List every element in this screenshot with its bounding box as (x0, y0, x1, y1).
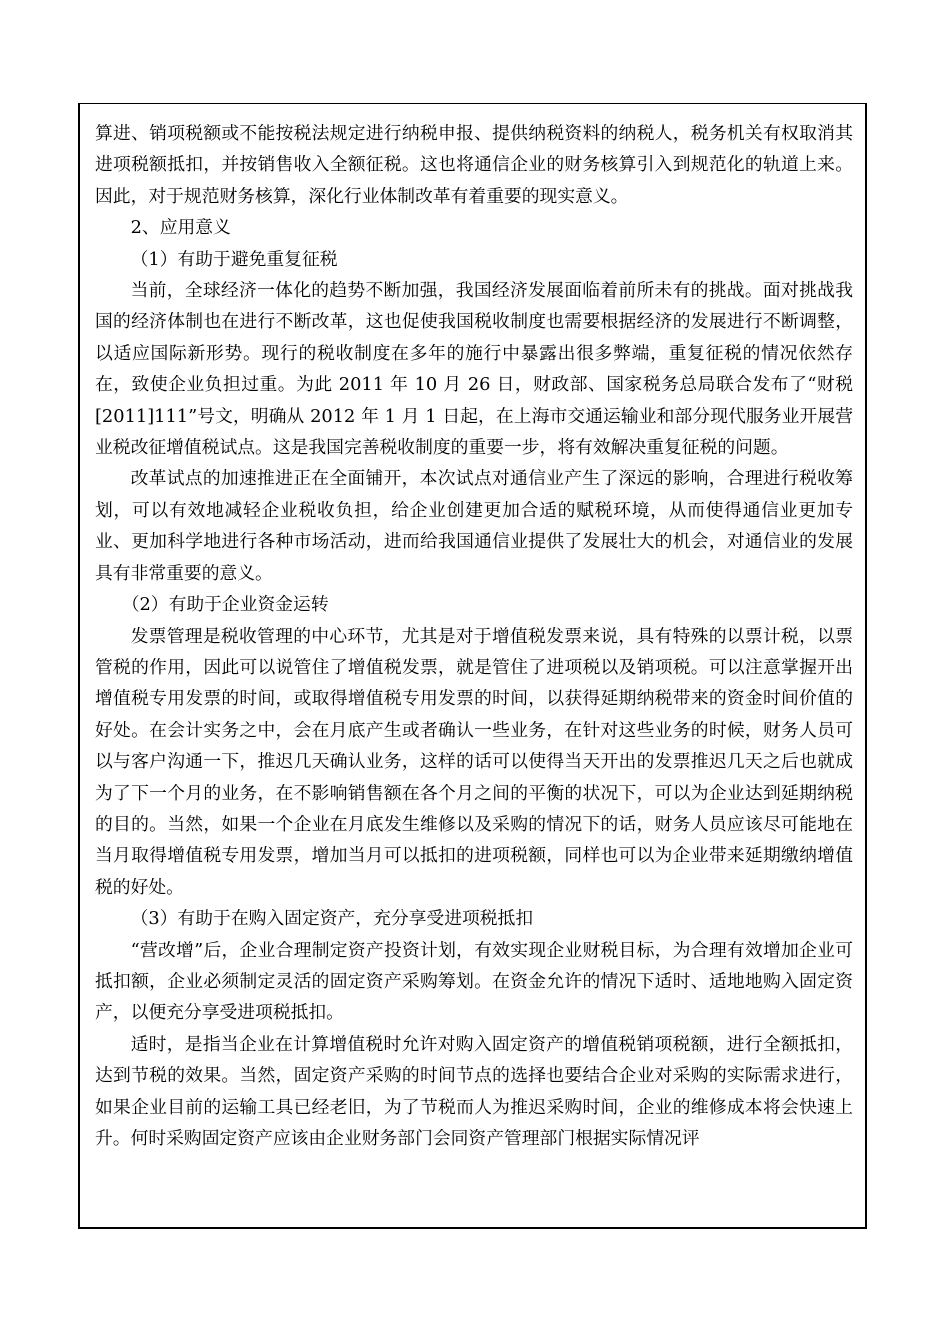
paragraph: 发票管理是税收管理的中心环节，尤其是对于增值税发票来说，具有特殊的以票计税，以票管税的作用，因此可以说管住了增值税发票，就是管住了进项税以及销项税。可以注意掌握开出增值税专用发票的时间，或取得增值税专用发票的时间，以获得延期纳税带来的资金时间价值的好处。在会计实务之中，会在月底产生或者确认一些业务，在针对这些业务的时候，财务人员可以与客户沟通一下，推迟几天确认业务，这样的话可以使得当天开出的发票推迟几天之后也就成为了下一个月的业务，在不影响销售额在各个月之间的平衡的状况下，可以为企业达到延期纳税的目的。当然，如果一个企业在月底发生维修以及采购的情况下的话，财务人员应该尽可能地在当月取得增值税专用发票，增加当月可以抵扣的进项税额，同样也可以为企业带来延期缴纳增值税的好处。 (95, 625, 853, 898)
paragraph: “营改增”后，企业合理制定资产投资计划，有效实现企业财税目标，为合理有效增加企业可抵扣额，企业必须制定灵活的固定资产采购筹划。在资金允许的情况下适时、适地地购入固定资产，以便充分享受进项税抵扣。 (95, 939, 853, 1024)
subsection-heading-2: （2）有助于企业资金运转 (121, 594, 329, 616)
subsection-heading-1: （1）有助于避免重复征税 (130, 248, 338, 270)
subsection-heading-3: （3）有助于在购入固定资产，充分享受进项税抵扣 (130, 908, 534, 930)
section-heading: 2、应用意义 (130, 217, 231, 239)
document-frame (78, 103, 867, 1229)
document-body (95, 118, 853, 1154)
paragraph-continuation: 算进、销项税额或不能按税法规定进行纳税申报、提供纳税资料的纳税人，税务机关有权取消其进项税额抵扣，并按销售收入全额征税。这也将通信企业的财务核算引入到规范化的轨道上来。因此，对于规范财务核算，深化行业体制改革有着重要的现实意义。 (95, 123, 853, 207)
paragraph: 当前，全球经济一体化的趋势不断加强，我国经济发展面临着前所未有的挑战。面对挑战我国的经济体制也在进行不断改革，这也促使我国税收制度也需要根据经济的发展进行不断调整，以适应国际新形势。现行的税收制度在多年的施行中暴露出很多弊端，重复征税的情况依然存在，致使企业负担过重。为此 2011 年 10 月 26 日，财政部、国家税务总局联合发布了“财税[2011]111”号文，明确从 2012 年 1 月 1 日起，在上海市交通运输业和部分现代服务业开展营业税改征增值税试点。这是我国完善税收制度的重要一步，将有效解决重复征税的问题。 (95, 280, 853, 459)
paragraph: 适时，是指当企业在计算增值税时允许对购入固定资产的增值税销项税额，进行全额抵扣，达到节税的效果。当然，固定资产采购的时间节点的选择也要结合企业对采购的实际需求进行，如果企业目前的运输工具已经老旧，为了节税而人为推迟采购时间，企业的维修成本将会快速上升。何时采购固定资产应该由企业财务部门会同资产管理部门根据实际情况评 (95, 1033, 853, 1149)
paragraph: 改革试点的加速推进正在全面铺开，本次试点对通信业产生了深远的影响，合理进行税收筹划，可以有效地减轻企业税收负担，给企业创建更加合适的赋税环境，从而使得通信业更加专业、更加科学地进行各种市场活动，进而给我国通信业提供了发展壮大的机会，对通信业的发展具有非常重要的意义。 (95, 468, 853, 584)
